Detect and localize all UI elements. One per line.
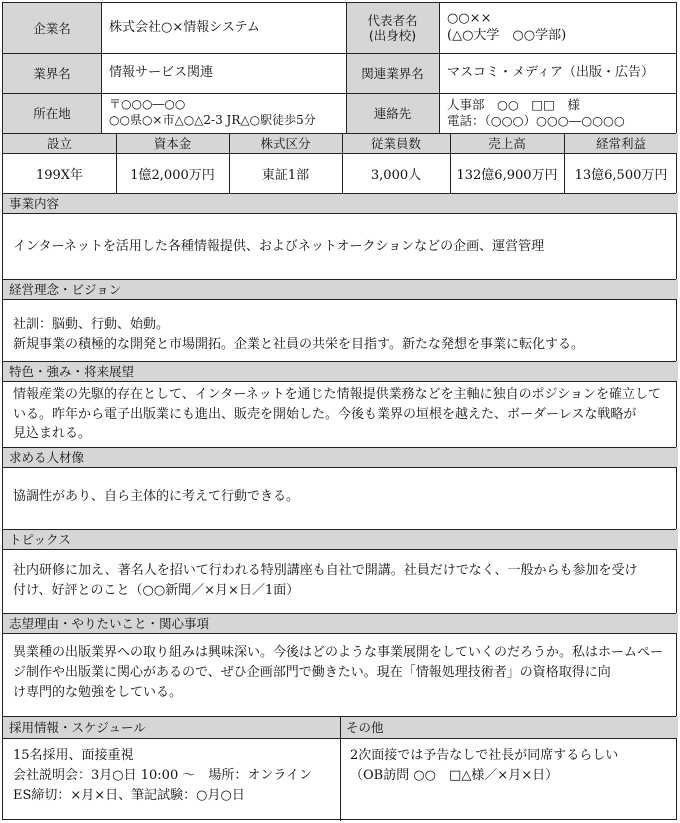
- motivation-line: 異業種の出版業界への取り組みは興味深い。今後はどのような事業展開をしていくのだろうか。私はホームペー: [13, 645, 664, 660]
- business-line: インターネットを活用した各種情報提供、およびネットオークションなどの企画、運営管理: [13, 239, 545, 254]
- divider: [340, 716, 341, 821]
- section-business-title: 事業内容: [3, 193, 678, 213]
- contact-value: [439, 93, 678, 133]
- representative-value: [439, 3, 678, 53]
- divider: [3, 193, 676, 194]
- section-motivation-body: [3, 633, 678, 716]
- stat-header-sales: 売上高: [450, 133, 564, 153]
- representative-label-sub: (出身校): [368, 28, 417, 43]
- divider: [3, 93, 676, 94]
- company-name-label: 企業名: [3, 3, 101, 53]
- stat-value-sales: 132億6,900万円: [456, 167, 558, 183]
- motivation-line: け専門的な勉強をしている。: [13, 685, 183, 701]
- company-name-value: 株式会社○×情報システム: [109, 19, 260, 35]
- stat-header-profit: 経常利益: [564, 133, 678, 153]
- recruit-line: ES締切：×月×日、筆記試験：○月○日: [13, 788, 245, 804]
- representative-school: (△○大学 ○○学部): [447, 28, 567, 43]
- stat-value-profit: 13億6,500万円: [574, 167, 668, 183]
- representative-name: ○○××: [447, 11, 492, 27]
- section-features-title: 特色・強み・将来展望: [3, 361, 678, 381]
- industry-value: 情報サービス関連: [109, 64, 214, 80]
- divider: [3, 549, 676, 550]
- features-line: いる。昨年から電子出版業にも進出、販売を開始した。今後も業界の垣根を越えた、ボーダーレスな戦略が: [13, 406, 637, 422]
- section-talent-body: [3, 467, 678, 529]
- contact-phone: 電話：（○○○）○○○―○○○○: [447, 113, 625, 128]
- representative-label: [346, 3, 439, 53]
- vision-line: 社訓：脳動、行動、始動。: [13, 317, 170, 332]
- section-topics-title: トピックス: [3, 529, 678, 549]
- divider: [3, 133, 676, 134]
- divider: [3, 213, 676, 214]
- stat-value-capital: 1億2,000万円: [130, 167, 215, 183]
- divider: [3, 613, 676, 614]
- divider: [342, 133, 343, 193]
- other-line: （OB訪問 ○○ □△様／×月×日）: [350, 768, 559, 784]
- divider: [229, 133, 230, 193]
- divider: [3, 279, 676, 280]
- divider: [564, 133, 565, 193]
- features-line: 見込まれる。: [13, 426, 92, 441]
- divider: [450, 133, 451, 193]
- section-recruit-body: [3, 738, 340, 821]
- related-industry-value: マスコミ・メディア（出版・広告）: [447, 64, 654, 80]
- street-address: ○○県○×市△○△2-3 JR△○駅徒歩5分: [109, 113, 316, 127]
- address-label: 所在地: [3, 93, 101, 133]
- section-talent-title: 求める人材像: [3, 447, 678, 467]
- divider: [3, 529, 676, 530]
- stat-header-employees: 従業員数: [342, 133, 450, 153]
- features-line: 情報産業の先駆的存在として、インターネットを通じた情報提供業務などを主軸に独自のポジションを確立して: [13, 387, 661, 402]
- recruit-line: 会社説明会：3月○日 10:00 ～ 場所：オンライン: [13, 768, 312, 784]
- stat-value-employees: 3,000人: [370, 167, 422, 183]
- section-vision-body: [3, 299, 678, 361]
- postal-code: 〒○○○―○○: [109, 97, 186, 112]
- contact-label: 連絡先: [346, 93, 439, 133]
- other-line: 2次面接では予告なしで社長が同席するらしい: [350, 748, 619, 763]
- talent-line: 協調性があり、自ら主体的に考えて行動できる。: [13, 489, 300, 504]
- topics-line: 付け、好評とのこと（○○新聞／×月×日／1面）: [13, 583, 300, 599]
- divider: [3, 381, 676, 382]
- section-features-body: [3, 381, 678, 447]
- topics-line: 社内研修に加え、著名人を招いて行われる特別講座も自社で開講。社員だけでなく、一般からも参加を受け: [13, 563, 638, 578]
- section-motivation-title: 志望理由・やりたいこと・関心事項: [3, 613, 678, 633]
- section-topics-body: [3, 549, 678, 613]
- stat-header-capital: 資本金: [116, 133, 229, 153]
- section-vision-title: 経営理念・ビジョン: [3, 279, 678, 299]
- stat-value-founded: 199X年: [35, 167, 84, 183]
- divider: [3, 53, 676, 54]
- divider: [3, 633, 676, 634]
- vision-line: 新規事業の積極的な開発と市場開拓。企業と社員の共栄を目指す。新たな発想を事業に転化する。: [13, 337, 584, 353]
- stat-header-stock: 株式区分: [229, 133, 342, 153]
- divider: [439, 3, 440, 133]
- section-other-body: [340, 738, 678, 821]
- stat-value-stock: 東証1部: [261, 167, 310, 183]
- contact-person: 人事部 ○○ □□ 様: [447, 96, 580, 112]
- divider: [3, 299, 676, 300]
- recruit-line: 15名採用、面接重視: [13, 748, 134, 763]
- divider: [3, 447, 676, 448]
- divider: [3, 153, 676, 154]
- address-value: [101, 93, 346, 133]
- section-other-title: その他: [340, 716, 678, 738]
- section-business-body: [3, 213, 678, 279]
- stat-header-founded: 設立: [3, 133, 116, 153]
- divider: [116, 133, 117, 193]
- divider: [346, 3, 347, 133]
- divider: [3, 467, 676, 468]
- company-research-sheet: [2, 2, 677, 820]
- divider: [101, 3, 102, 133]
- motivation-line: ジ制作や出版業に関心があるので、ぜひ企画部門で働きたい。現在「情報処理技術者」の資格取得に向: [13, 665, 611, 681]
- section-recruit-title: 採用情報・スケジュール: [3, 716, 340, 738]
- representative-label-main: 代表者名: [367, 13, 418, 28]
- industry-label: 業界名: [3, 53, 101, 93]
- divider: [3, 361, 676, 362]
- related-industry-label: 関連業界名: [346, 53, 439, 93]
